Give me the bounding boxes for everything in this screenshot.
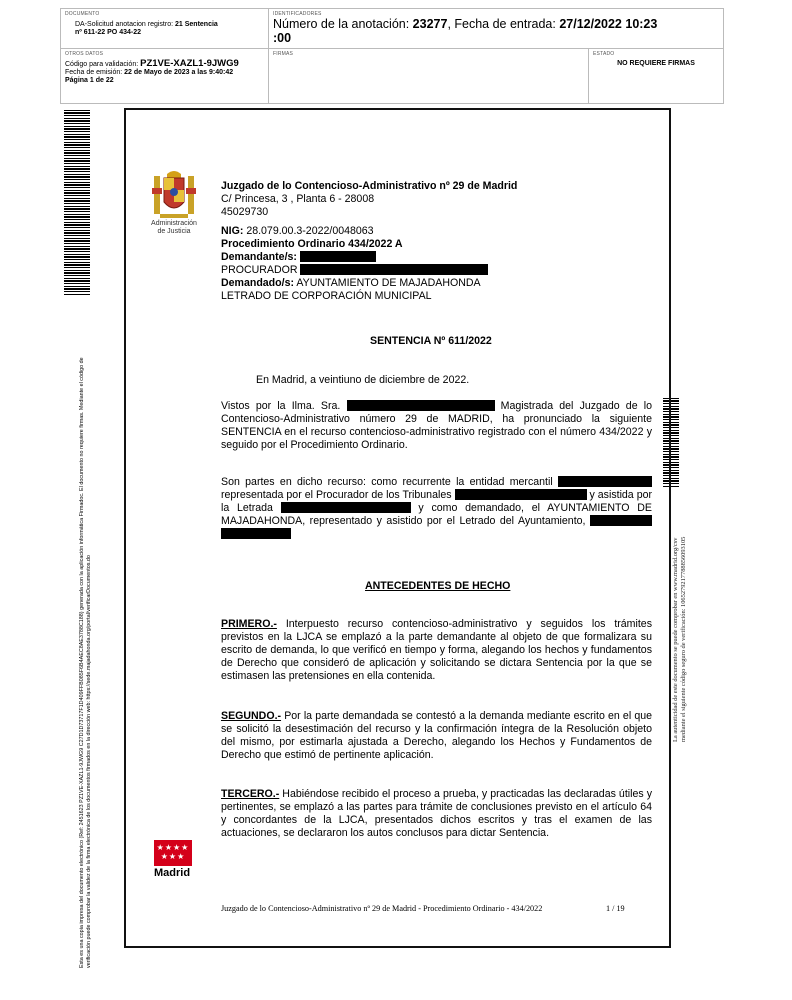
court-code: 45029730 [221,206,269,218]
nig-line: NIG: 28.079.00.3-2022/0048063 [221,225,374,237]
documento-label: DOCUMENTO [65,11,100,17]
crest-caption-1: Administración [151,220,197,227]
estado-cell [589,49,723,103]
left-barcode [64,110,90,295]
header-table [60,8,724,104]
side-line-2: verificación puede comprobar la validez de la firma electrónica de los documentos firmados en la dirección web: https://sede.majadahonda.org/portal/verificarDocumentos.do [86,555,92,968]
redaction [347,400,495,411]
redaction [300,264,488,275]
documento-cell [61,9,269,49]
csv-verification-text [672,537,688,742]
identificadores-cell [269,9,723,49]
vistos-paragraph: Vistos por la Ilma. Sra. Magistrada del Juzgado de lo Contencioso-Administrativo número 29 de MADRID, ha pronunciado la siguiente SENTENCIA en el recurso contencioso-administrativo registrado con el número 434/2022 y seguido por el Procedimiento Ordinario. [221,400,653,451]
crest-caption-2: de Justicia [157,228,191,235]
court-name: Juzgado de lo Contencioso-Administrativo nº 29 de Madrid [221,180,518,192]
footer-page: 1 / 19 [606,904,625,913]
letrado-line: LETRADO DE CORPORACIÓN MUNICIPAL [221,290,432,302]
demandado-line: Demandado/s: AYUNTAMIENTO DE MAJADAHONDA [221,277,481,289]
anotacion-line: Número de la anotación: 23277, Fecha de entrada: 27/12/2022 10:23 [273,17,658,31]
antecedentes-title: ANTECEDENTES DE HECHO [365,580,511,592]
emision-line: Fecha de emisión: 22 de Mayo de 2023 a las 9:40:42 [65,69,234,76]
identificadores-label: IDENTIFICADORES [273,11,322,17]
coat-of-arms-icon [150,168,198,224]
court-address: C/ Princesa, 3 , Planta 6 - 28008 [221,193,375,205]
documento-value: DA-Solicitud anotacion registro: 21 Sentencia [75,21,218,28]
procurador-line: PROCURADOR [221,264,641,277]
otros-datos-cell [61,49,269,103]
estado-label: ESTADO [593,51,615,57]
tercero-paragraph: TERCERO.- Habiéndose recibido el proceso a prueba, y practicadas las declaradas útiles y pertinentes, se emplazó a las partes para trámite de conclusiones previsto en el artículo 64 y concordantes de la LJCA, presentados dichos escritos y tras el examen de las actuaciones, se declararon los autos conclusos para dictar Sentencia. [221,788,652,839]
redaction [558,476,652,487]
csv-line-2: mediante el siguiente código seguro de verificación: 1065279217788856093105 [680,536,687,742]
codigo-line: Código para validación: PZ1VE-XAZL1-9JWG9 [65,58,239,69]
firmas-cell [269,49,589,103]
redaction [455,489,587,500]
procedimiento: Procedimiento Ordinario 434/2022 A [221,238,403,250]
pagina-line: Página 1 de 22 [65,77,114,84]
estado-value: NO REQUIERE FIRMAS [617,60,695,67]
crest-caption [140,220,208,236]
fecha-lugar: En Madrid, a veintiuno de diciembre de 2022. [256,374,470,386]
csv-line-1: La autenticidad de este documento se puede comprobar en www.madrid.org/csv [672,537,679,742]
documento-value-2: nº 611-22 PO 434-22 [75,29,141,36]
anotacion-line-2: :00 [273,31,292,45]
primero-paragraph: PRIMERO.- Interpuesto recurso contencioso-administrativo y seguidos los trámites previstos en la LJCA se emplazó a la parte demandante al objeto de que formalizara su escrito de demanda, lo que verificó en tiempo y forma, alegando los hechos y fundamentos de Derecho que consideró de aplicación y solicitando se dictara Sentencia por la que se estimasen las pretensiones en ella contenida. [221,618,652,682]
madrid-logo-text: Madrid [154,867,191,879]
otros-label: OTROS DATOS [65,51,104,57]
demandante-line: Demandante/s: [221,251,641,264]
court-block [221,180,641,303]
partes-paragraph: Son partes en dicho recurso: como recurrente la entidad mercantil representada por el Procurador de los Tribunales y asistida por la Letrada y como demandado, el AYUNTAMIENTO DE MAJADAHONDA, representado y asistido por el Letrado del Ayuntamiento, [221,476,652,541]
sentencia-title: SENTENCIA Nº 611/2022 [370,335,492,347]
redaction [590,515,652,526]
madrid-logo-icon: ★★★★ ★★★ [154,840,192,866]
side-verification-text [79,357,93,968]
firmas-label: FIRMAS [273,51,294,57]
footer-text: Juzgado de lo Contencioso-Administrativo nº 29 de Madrid - Procedimiento Ordinario - 434/2022 [221,904,543,913]
side-line-1: Esta es una copia impresa del documento electrónico (Ref: 2451623 PZ1VE-XAZL1-9JWG9 C27D1D73717F1D409FFB085F6B4AEC8AE3788C188) generada con la aplicación informática Firmadoc. El documento no requiere firmas. Mediante el código de [79,357,85,968]
redaction [300,251,376,262]
segundo-paragraph: SEGUNDO.- Por la parte demandada se contestó a la demanda mediante escrito en el que se solicitó la desestimación del recurso y la confirmación íntegra de la Resolución objeto del mismo, por estimarla ajustada a Derecho, alegando los Hechos y Fundamentos de Derecho que estimó de pertinente aplicación. [221,710,652,761]
redaction [281,502,411,513]
redaction [221,528,291,539]
